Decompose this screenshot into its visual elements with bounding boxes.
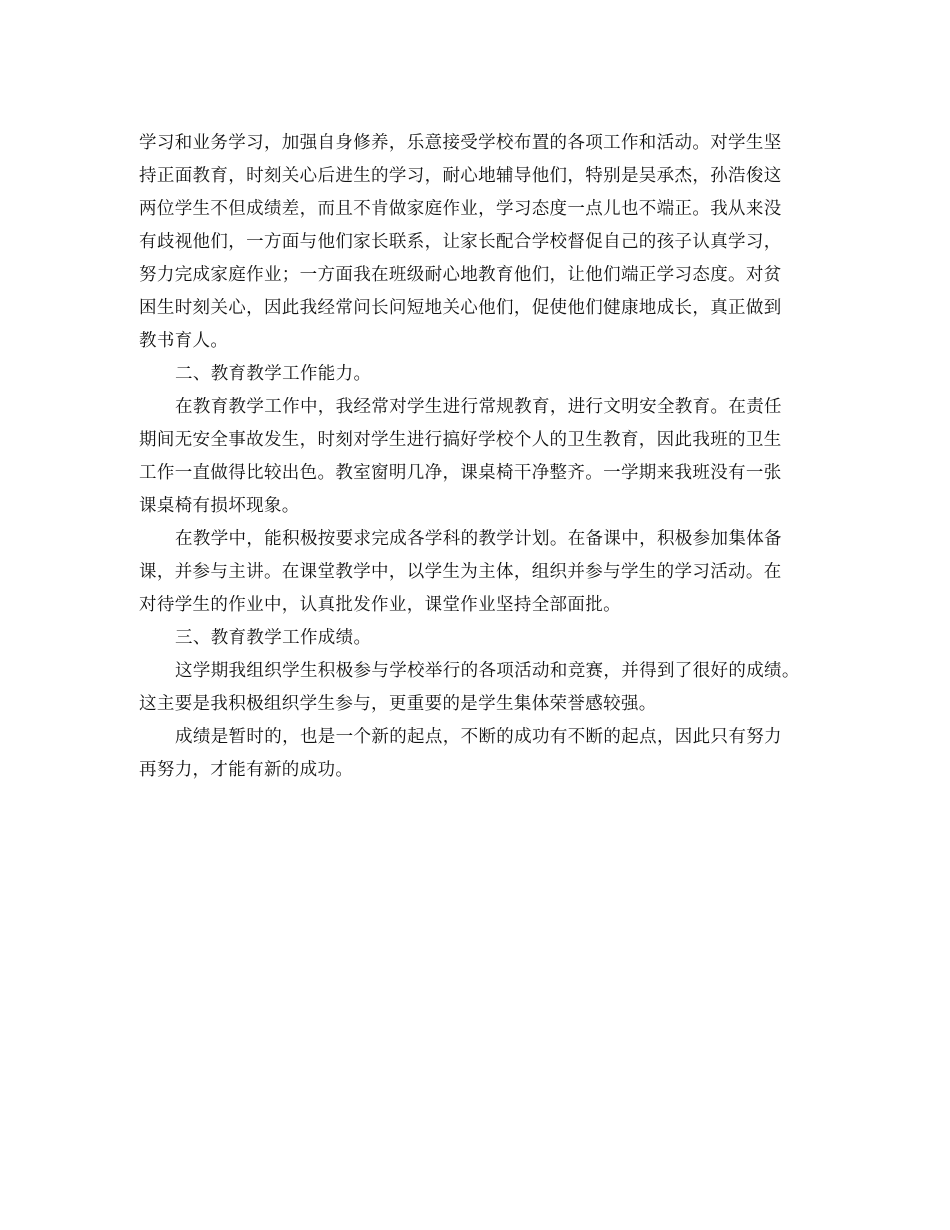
paragraph-safety-hygiene bbox=[139, 391, 819, 523]
text-line: 在教育教学工作中，我经常对学生进行常规教育，进行文明安全教育。在责任 bbox=[175, 397, 782, 417]
text-line: 成绩是暂时的，也是一个新的起点，不断的成功有不断的起点，因此只有努力 bbox=[175, 727, 782, 747]
text-line: 在教学中，能积极按要求完成各学科的教学计划。在备课中，积极参加集体备 bbox=[175, 529, 782, 549]
text-line: 持正面教育，时刻关心后进生的学习，耐心地辅导他们，特别是吴承杰，孙浩俊这 bbox=[139, 166, 782, 186]
text-line: 两位学生不但成绩差，而且不肯做家庭作业，学习态度一点儿也不端正。我从来没 bbox=[139, 199, 782, 219]
heading-line: 二、教育教学工作能力。 bbox=[175, 364, 372, 384]
heading-line: 三、教育教学工作成绩。 bbox=[175, 628, 372, 648]
text-line: 困生时刻关心，因此我经常问长问短地关心他们，促使他们健康地成长，真正做到 bbox=[139, 298, 782, 318]
section-heading-results bbox=[139, 622, 819, 655]
text-line: 这学期我组织学生积极参与学校举行的各项活动和竞赛，并得到了很好的成绩。 bbox=[175, 661, 800, 681]
paragraph-conclusion bbox=[139, 721, 819, 787]
text-line: 再努力，才能有新的成功。 bbox=[139, 760, 354, 780]
paragraph-competitions bbox=[139, 655, 819, 721]
text-line: 学习和业务学习，加强自身修养，乐意接受学校布置的各项工作和活动。对学生坚 bbox=[139, 133, 782, 153]
text-line: 工作一直做得比较出色。教室窗明几净，课桌椅干净整齐。一学期来我班没有一张 bbox=[139, 463, 782, 483]
text-line: 努力完成家庭作业；一方面我在班级耐心地教育他们，让他们端正学习态度。对贫 bbox=[139, 265, 782, 285]
text-line: 期间无安全事故发生，时刻对学生进行搞好学校个人的卫生教育，因此我班的卫生 bbox=[139, 430, 782, 450]
paragraph-teaching-plan bbox=[139, 523, 819, 622]
section-heading-ability bbox=[139, 358, 819, 391]
text-line: 有歧视他们，一方面与他们家长联系，让家长配合学校督促自己的孩子认真学习， bbox=[139, 232, 782, 252]
text-line: 对待学生的作业中，认真批发作业，课堂作业坚持全部面批。 bbox=[139, 595, 621, 615]
text-line: 这主要是我积极组织学生参与，更重要的是学生集体荣誉感较强。 bbox=[139, 694, 657, 714]
text-line: 教书育人。 bbox=[139, 331, 229, 351]
paragraph-continued-student-care bbox=[139, 127, 819, 358]
text-line: 课，并参与主讲。在课堂教学中，以学生为主体，组织并参与学生的学习活动。在 bbox=[139, 562, 782, 582]
document-body bbox=[139, 127, 819, 787]
text-line: 课桌椅有损坏现象。 bbox=[139, 496, 300, 516]
